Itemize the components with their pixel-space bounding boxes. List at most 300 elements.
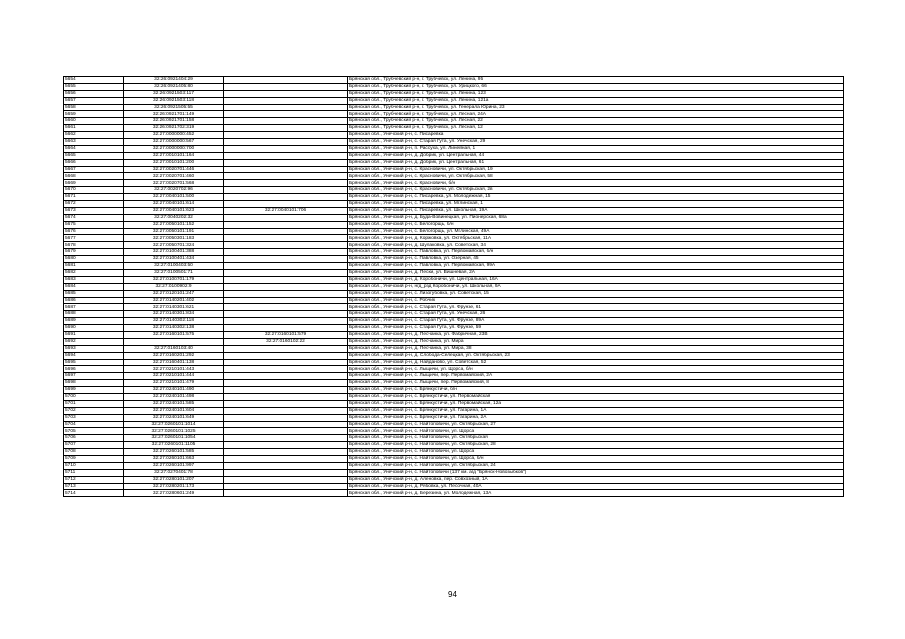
address-cell: Брянская обл., Трубчевский р-н, г. Трубчевск, ул. Ленина, 123 [348, 90, 844, 97]
address-cell: Брянская обл., Унечский р-н, с. Павловка, ул. Первомайская, 99А [348, 263, 844, 270]
cadastral-number-cell: 32:27:0050701:324 [124, 242, 224, 249]
address-cell: Брянская обл., Унечский р-н, д. Песчанка, ул. Мира, 38 [348, 345, 844, 352]
address-cell: Брянская обл., Унечский р-н, с. Писаревка, ул. Молодежная, 15 [348, 194, 844, 201]
table-row [64, 104, 844, 111]
related-number-cell [224, 159, 348, 166]
address-cell: Брянская обл., Унечский р-н, д. Коржовка, ул. Октябрьская, 11А [348, 235, 844, 242]
address-cell: Брянская обл., Унечский р-н, с. Найтоповичи, ул. Октябрьская, 27 [348, 421, 844, 428]
row-number-cell: 5703 [64, 414, 124, 421]
table-row [64, 435, 844, 442]
related-number-cell [224, 269, 348, 276]
address-cell: Брянская обл., Унечский р-н, с. Найтоповичи, ул. Октябрьская [348, 435, 844, 442]
related-number-cell [224, 166, 348, 173]
address-cell: Брянская обл., Унечский р-н, с. Лыщичи, пер. Первомайский, 2А [348, 373, 844, 380]
cadastral-number-cell: 32:27:0260101:1025 [124, 428, 224, 435]
address-cell: Брянская обл., Трубчевский р-н, г. Трубчевск, ул. Лесная, 12 [348, 125, 844, 132]
table-row [64, 276, 844, 283]
table-row [64, 125, 844, 132]
row-number-cell: 5669 [64, 180, 124, 187]
related-number-cell [224, 104, 348, 111]
cadastral-number-cell: 32:27:0100902:9 [124, 283, 224, 290]
row-number-cell: 5677 [64, 235, 124, 242]
cadastral-number-cell: 32:27:0040101:500 [124, 194, 224, 201]
related-number-cell [224, 393, 348, 400]
address-cell: Брянская обл., Унечский р-н, с. Брянкустичи, б/н [348, 387, 844, 394]
row-number-cell: 5696 [64, 366, 124, 373]
row-number-cell: 5698 [64, 380, 124, 387]
row-number-cell: 5659 [64, 111, 124, 118]
related-number-cell [224, 152, 348, 159]
row-number-cell: 5663 [64, 139, 124, 146]
address-cell: Брянская обл., Унечский р-н, с. Красновичи, б/н [348, 180, 844, 187]
cadastral-number-cell: 32:26:0921404:29 [124, 77, 224, 84]
row-number-cell: 5661 [64, 125, 124, 132]
cadastral-number-cell: 32:27:0160103:40 [124, 345, 224, 352]
cadastral-number-cell: 32:26:0921701:149 [124, 111, 224, 118]
table-row [64, 462, 844, 469]
cadastral-number-cell: 32:27:0280601:249 [124, 490, 224, 497]
related-number-cell [224, 366, 348, 373]
address-cell: Брянская обл., Унечский р-н, с. Найтоповичи (137 км. а/д "Брянск-Новозыбков") [348, 469, 844, 476]
address-cell: Брянская обл., Унечский р-н, д. Добрик, ул. Центральная, 61 [348, 159, 844, 166]
cadastral-number-cell: 32:27:0240101:585 [124, 400, 224, 407]
cadastral-number-cell: 32:27:0160401:138 [124, 359, 224, 366]
table-row [64, 269, 844, 276]
row-number-cell: 5662 [64, 132, 124, 139]
address-cell: Брянская обл., Унечский р-н, с. Писаревка, ул. Школьная, 19А [348, 207, 844, 214]
related-number-cell [224, 221, 348, 228]
table-row [64, 331, 844, 338]
table-row [64, 187, 844, 194]
cadastral-number-cell: 32:27:0160201:292 [124, 352, 224, 359]
table-row [64, 318, 844, 325]
row-number-cell: 5708 [64, 449, 124, 456]
table-row [64, 263, 844, 270]
cadastral-number-cell: 32:26:0921701:158 [124, 118, 224, 125]
address-cell: Брянская обл., Унечский р-н, с. Красновичи, ул. Октябрьская, 2в [348, 187, 844, 194]
row-number-cell: 5710 [64, 462, 124, 469]
row-number-cell: 5658 [64, 104, 124, 111]
row-number-cell: 5690 [64, 325, 124, 332]
table-row [64, 283, 844, 290]
related-number-cell [224, 118, 348, 125]
related-number-cell [224, 77, 348, 84]
address-cell: Брянская обл., Унечский р-н, д. Буда-Вовинецкая, ул. Пионерская, 68а [348, 214, 844, 221]
related-number-cell [224, 228, 348, 235]
cadastral-number-cell: 32:27:0140302:138 [124, 325, 224, 332]
table-row [64, 345, 844, 352]
address-cell: Брянская обл., Унечский р-н, д. Найданово, ул. Советская, 52 [348, 359, 844, 366]
cadastral-number-cell [124, 338, 224, 345]
table-row [64, 311, 844, 318]
address-cell: Брянская обл., Унечский р-н, д. Пески, ул. Вишневая, 2А [348, 269, 844, 276]
related-number-cell [224, 352, 348, 359]
row-number-cell: 5707 [64, 442, 124, 449]
address-cell: Брянская обл., Унечский р-н, с. Старая Гута, ул. Фрунзе, 61 [348, 304, 844, 311]
row-number-cell: 5692 [64, 338, 124, 345]
table-row [64, 90, 844, 97]
row-number-cell: 5701 [64, 400, 124, 407]
related-number-cell [224, 449, 348, 456]
table-row [64, 207, 844, 214]
cadastral-number-cell: 32:27:0140201:402 [124, 297, 224, 304]
related-number-cell [224, 373, 348, 380]
related-number-cell [224, 421, 348, 428]
table-row [64, 201, 844, 208]
cadastral-number-cell: 32:27:0260101:663 [124, 455, 224, 462]
cadastral-number-cell: 32:27:0020702:96 [124, 187, 224, 194]
table-row [64, 214, 844, 221]
address-cell: Брянская обл., Унечский р-н, с. Найтоповичи, ул. Щорса [348, 449, 844, 456]
address-cell: Брянская обл., Унечский р-н, с. Старая Гута, ул. Унечская, 26 [348, 311, 844, 318]
address-cell: Брянская обл., Унечский р-н, с. Павловка, ул. Озерная, 45 [348, 256, 844, 263]
row-number-cell: 5680 [64, 256, 124, 263]
address-cell: Брянская обл., Трубчевский р-н, г. Трубчевск, ул. Лесная, 22 [348, 118, 844, 125]
table-row [64, 304, 844, 311]
related-number-cell [224, 311, 348, 318]
table-row [64, 235, 844, 242]
table-row [64, 490, 844, 497]
row-number-cell: 5695 [64, 359, 124, 366]
cadastral-number-cell: 32:27:0240101:498 [124, 393, 224, 400]
cadastral-number-cell: 32:27:0140301:621 [124, 304, 224, 311]
related-number-cell [224, 187, 348, 194]
address-cell: Брянская обл., Трубчевский р-н, г. Трубчевск, ул. Ленина, 95 [348, 77, 844, 84]
cadastral-number-cell: 32:27:0160101:575 [124, 331, 224, 338]
cadastral-number-cell: 32:27:0100401:434 [124, 256, 224, 263]
address-cell: Брянская обл., Трубчевский р-н, г. Трубчевск, ул. Генерала Юрина, 23 [348, 104, 844, 111]
related-number-cell [224, 455, 348, 462]
page-number: 94 [448, 590, 457, 599]
address-cell: Брянская обл., Трубчевский р-н, г. Трубчевск, ул. Ленина, 121а [348, 97, 844, 104]
address-cell: Брянская обл., Унечский р-н, с. Писаревка, ул. Мглинская, 1 [348, 201, 844, 208]
row-number-cell: 5700 [64, 393, 124, 400]
cadastral-number-cell: 32:27:0210101:444 [124, 373, 224, 380]
related-number-cell: 32:27:0160101:579 [224, 331, 348, 338]
related-number-cell [224, 235, 348, 242]
row-number-cell: 5709 [64, 455, 124, 462]
cadastral-number-cell: 32:27:0240101:649 [124, 414, 224, 421]
cadastral-number-cell: 32:27:0020701:568 [124, 180, 224, 187]
row-number-cell: 5675 [64, 221, 124, 228]
row-number-cell: 5667 [64, 166, 124, 173]
table-row [64, 421, 844, 428]
address-cell: Брянская обл., Унечский р-н, н/д_рзд Коробоничи, ул. Школьная, 9А [348, 283, 844, 290]
cadastral-number-cell: 32:27:0040202:32 [124, 214, 224, 221]
table-row [64, 77, 844, 84]
related-number-cell [224, 297, 348, 304]
table-row [64, 483, 844, 490]
related-number-cell [224, 414, 348, 421]
table-row [64, 152, 844, 159]
table-row [64, 173, 844, 180]
table-row [64, 118, 844, 125]
row-number-cell: 5682 [64, 269, 124, 276]
address-cell: Брянская обл., Унечский р-н, с. Лизогубовка, ул. Советская, 15 [348, 290, 844, 297]
cadastral-number-cell: 32:26:0921505:55 [124, 104, 224, 111]
cadastral-number-cell: 32:27:0040101:614 [124, 201, 224, 208]
table-row [64, 145, 844, 152]
address-cell: Брянская обл., Унечский р-н, с. Красновичи, ул. Октябрьская, 19 [348, 166, 844, 173]
table-row [64, 366, 844, 373]
row-number-cell: 5665 [64, 152, 124, 159]
table-row [64, 373, 844, 380]
row-number-cell: 5656 [64, 90, 124, 97]
row-number-cell: 5666 [64, 159, 124, 166]
cadastral-number-cell: 32:26:0921503:118 [124, 97, 224, 104]
related-number-cell [224, 442, 348, 449]
related-number-cell [224, 249, 348, 256]
table-row [64, 228, 844, 235]
address-cell: Брянская обл., Трубчевский р-н, г. Трубчевск, ул. Урицкого, 66 [348, 83, 844, 90]
related-number-cell [224, 125, 348, 132]
related-number-cell [224, 256, 348, 263]
row-number-cell: 5679 [64, 249, 124, 256]
row-number-cell: 5671 [64, 194, 124, 201]
cadastral-number-cell: 32:27:0020701:460 [124, 173, 224, 180]
address-cell: Брянская обл., Унечский р-н, с. Писаревка [348, 132, 844, 139]
address-cell: Брянская обл., Унечский р-н, с. Старая Гута, ул. Унечская, 29 [348, 139, 844, 146]
cadastral-number-cell: 32:27:0210101:443 [124, 366, 224, 373]
row-number-cell: 5674 [64, 214, 124, 221]
table-row [64, 476, 844, 483]
table-row [64, 469, 844, 476]
related-number-cell [224, 83, 348, 90]
table-row [64, 428, 844, 435]
cadastral-number-cell: 32:27:0000000:700 [124, 145, 224, 152]
table-row [64, 393, 844, 400]
registry-table [63, 76, 844, 497]
cadastral-number-cell: 32:27:0140302:118 [124, 318, 224, 325]
address-cell: Брянская обл., Унечский р-н, д. Березина, ул. Молодежная, 13А [348, 490, 844, 497]
address-cell: Брянская обл., Унечский р-н, д. Аленовка, пер. Совхозный, 1А [348, 476, 844, 483]
related-number-cell [224, 132, 348, 139]
related-number-cell [224, 111, 348, 118]
cadastral-number-cell: 32:27:0050101:191 [124, 228, 224, 235]
related-number-cell [224, 145, 348, 152]
address-cell: Брянская обл., Унечский р-н, д. Добрик, ул. Центральная, 44 [348, 152, 844, 159]
table-row [64, 194, 844, 201]
row-number-cell: 5693 [64, 345, 124, 352]
related-number-cell [224, 242, 348, 249]
related-number-cell [224, 359, 348, 366]
related-number-cell [224, 428, 348, 435]
related-number-cell [224, 180, 348, 187]
related-number-cell: 32:27:0160102:22 [224, 338, 348, 345]
table-row [64, 242, 844, 249]
row-number-cell: 5657 [64, 97, 124, 104]
table-row [64, 297, 844, 304]
address-cell: Брянская обл., Унечский р-н, с. Белогорщь, б/н [348, 221, 844, 228]
cadastral-number-cell: 32:27:0260101:1054 [124, 435, 224, 442]
row-number-cell: 5686 [64, 297, 124, 304]
address-cell: Брянская обл., Унечский р-н, п. Рассуха, ул. Линейная, 1 [348, 145, 844, 152]
related-number-cell: 32:27:0040101:706 [224, 207, 348, 214]
cadastral-number-cell: 32:27:0120101:247 [124, 290, 224, 297]
row-number-cell: 5664 [64, 145, 124, 152]
row-number-cell: 5691 [64, 331, 124, 338]
address-cell: Брянская обл., Унечский р-н, д. Коробоничи, ул. Центральная, 16А [348, 276, 844, 283]
cadastral-number-cell: 32:26:0921702:319 [124, 125, 224, 132]
table-row [64, 414, 844, 421]
row-number-cell: 5714 [64, 490, 124, 497]
cadastral-number-cell: 32:27:0010101:164 [124, 152, 224, 159]
related-number-cell [224, 483, 348, 490]
cadastral-number-cell: 32:27:0100401:388 [124, 249, 224, 256]
row-number-cell: 5713 [64, 483, 124, 490]
row-number-cell: 5668 [64, 173, 124, 180]
table-row [64, 139, 844, 146]
cadastral-number-cell: 32:27:0000000:567 [124, 139, 224, 146]
row-number-cell: 5706 [64, 435, 124, 442]
related-number-cell [224, 90, 348, 97]
related-number-cell [224, 476, 348, 483]
address-cell: Брянская обл., Унечский р-н, с. Найтоповичи, ул. Щорса [348, 428, 844, 435]
table-row [64, 325, 844, 332]
cadastral-number-cell: 32:27:0000000:452 [124, 132, 224, 139]
row-number-cell: 5683 [64, 276, 124, 283]
row-number-cell: 5655 [64, 83, 124, 90]
related-number-cell [224, 194, 348, 201]
row-number-cell: 5699 [64, 387, 124, 394]
row-number-cell: 5678 [64, 242, 124, 249]
related-number-cell [224, 345, 348, 352]
related-number-cell [224, 214, 348, 221]
row-number-cell: 5694 [64, 352, 124, 359]
cadastral-number-cell: 32:27:0260101:1014 [124, 421, 224, 428]
address-cell: Брянская обл., Унечский р-н, с. Брянкустичи, ул. Первомайская, 12а [348, 400, 844, 407]
address-cell: Брянская обл., Унечский р-н, д. Слобода-Селецкая, ул. Октябрьская, 23 [348, 352, 844, 359]
table-row [64, 290, 844, 297]
row-number-cell: 5685 [64, 290, 124, 297]
related-number-cell [224, 407, 348, 414]
address-cell: Брянская обл., Унечский р-н, с. Красновичи, ул. Октябрьская, 58 [348, 173, 844, 180]
row-number-cell: 5687 [64, 304, 124, 311]
cadastral-number-cell: 32:27:0050301:183 [124, 235, 224, 242]
address-cell: Брянская обл., Трубчевский р-н, г. Трубчевск, ул. Лесная, 24А [348, 111, 844, 118]
related-number-cell [224, 263, 348, 270]
table-row [64, 352, 844, 359]
cadastral-number-cell: 32:27:0260101:1105 [124, 442, 224, 449]
cadastral-number-cell: 32:27:0210101:479 [124, 380, 224, 387]
table-row [64, 256, 844, 263]
related-number-cell [224, 276, 348, 283]
related-number-cell [224, 435, 348, 442]
table-row [64, 132, 844, 139]
row-number-cell: 5654 [64, 77, 124, 84]
table-row [64, 166, 844, 173]
row-number-cell: 5688 [64, 311, 124, 318]
cadastral-number-cell: 32:27:0050101:152 [124, 221, 224, 228]
cadastral-number-cell: 32:27:0240101:604 [124, 407, 224, 414]
cadastral-number-cell: 32:27:0100501:71 [124, 269, 224, 276]
cadastral-number-cell: 32:27:0020701:446 [124, 166, 224, 173]
address-cell: Брянская обл., Унечский р-н, с. Найтоповичи, ул. Щорса, б/н [348, 455, 844, 462]
row-number-cell: 5681 [64, 263, 124, 270]
table-row [64, 359, 844, 366]
related-number-cell [224, 283, 348, 290]
address-cell: Брянская обл., Унечский р-н, д. Песчанка, ул. Мира [348, 338, 844, 345]
address-cell: Брянская обл., Унечский р-н, д. Рябовка, ул. Песочная, 40А [348, 483, 844, 490]
row-number-cell: 5689 [64, 318, 124, 325]
related-number-cell [224, 380, 348, 387]
related-number-cell [224, 139, 348, 146]
address-cell: Брянская обл., Унечский р-н, с. Лыщичи, пер. Первомайский, 8 [348, 380, 844, 387]
row-number-cell: 5697 [64, 373, 124, 380]
related-number-cell [224, 201, 348, 208]
address-cell: Брянская обл., Унечский р-н, с. Белогорщь, ул. Мглинская, 49А [348, 228, 844, 235]
cadastral-number-cell: 32:27:0280101:207 [124, 476, 224, 483]
address-cell: Брянская обл., Унечский р-н, с. Брянкустичи, ул. Гагарина, 2А [348, 414, 844, 421]
cadastral-number-cell: 32:26:0921405:80 [124, 83, 224, 90]
related-number-cell [224, 490, 348, 497]
address-cell: Брянская обл., Унечский р-н, с. Робчик [348, 297, 844, 304]
address-cell: Брянская обл., Унечский р-н, с. Лыщичи, ул. Щорса, б/н [348, 366, 844, 373]
address-cell: Брянская обл., Унечский р-н, с. Старая Гута, ул. Фрунзе, 59 [348, 325, 844, 332]
table-row [64, 407, 844, 414]
table-row [64, 455, 844, 462]
related-number-cell [224, 325, 348, 332]
table-row [64, 249, 844, 256]
related-number-cell [224, 462, 348, 469]
related-number-cell [224, 304, 348, 311]
table-row [64, 338, 844, 345]
cadastral-number-cell: 32:27:0270401:78 [124, 469, 224, 476]
table-row [64, 387, 844, 394]
address-cell: Брянская обл., Унечский р-н, д. Песчанка, ул. Фабричная, 23В [348, 331, 844, 338]
address-cell: Брянская обл., Унечский р-н, с. Старая Гута, ул. Фрунзе, 89А [348, 318, 844, 325]
row-number-cell: 5670 [64, 187, 124, 194]
cadastral-number-cell: 32:27:0140301:834 [124, 311, 224, 318]
table-row [64, 97, 844, 104]
cadastral-number-cell: 32:27:0260101:997 [124, 462, 224, 469]
related-number-cell [224, 469, 348, 476]
row-number-cell: 5712 [64, 476, 124, 483]
related-number-cell [224, 400, 348, 407]
row-number-cell: 5676 [64, 228, 124, 235]
address-cell: Брянская обл., Унечский р-н, д. Шулаковка, ул. Советская, 34 [348, 242, 844, 249]
address-cell: Брянская обл., Унечский р-н, с. Найтоповичи, ул. Октябрьская, 28 [348, 442, 844, 449]
related-number-cell [224, 387, 348, 394]
row-number-cell: 5702 [64, 407, 124, 414]
address-cell: Брянская обл., Унечский р-н, с. Найтоповичи, ул. Октябрьская, 24 [348, 462, 844, 469]
table-row [64, 83, 844, 90]
table-row [64, 380, 844, 387]
table-row [64, 400, 844, 407]
table-row [64, 111, 844, 118]
cadastral-number-cell: 32:26:0921503:117 [124, 90, 224, 97]
row-number-cell: 5672 [64, 201, 124, 208]
related-number-cell [224, 318, 348, 325]
row-number-cell: 5705 [64, 428, 124, 435]
row-number-cell: 5673 [64, 207, 124, 214]
cadastral-number-cell: 32:27:0100701:179 [124, 276, 224, 283]
row-number-cell: 5704 [64, 421, 124, 428]
cadastral-number-cell: 32:27:0100403:50 [124, 263, 224, 270]
cadastral-number-cell: 32:27:0010101:200 [124, 159, 224, 166]
related-number-cell [224, 173, 348, 180]
registry-table-body [64, 77, 844, 497]
table-row [64, 180, 844, 187]
cadastral-number-cell: 32:27:0260101:585 [124, 449, 224, 456]
row-number-cell: 5660 [64, 118, 124, 125]
cadastral-number-cell: 32:27:0280201:173 [124, 483, 224, 490]
related-number-cell [224, 290, 348, 297]
address-cell: Брянская обл., Унечский р-н, с. Павловка, ул. Первомайская, б/н [348, 249, 844, 256]
table-row [64, 449, 844, 456]
address-cell: Брянская обл., Унечский р-н, с. Брянкустичи, ул. Гагарина, 1А [348, 407, 844, 414]
table-row [64, 221, 844, 228]
